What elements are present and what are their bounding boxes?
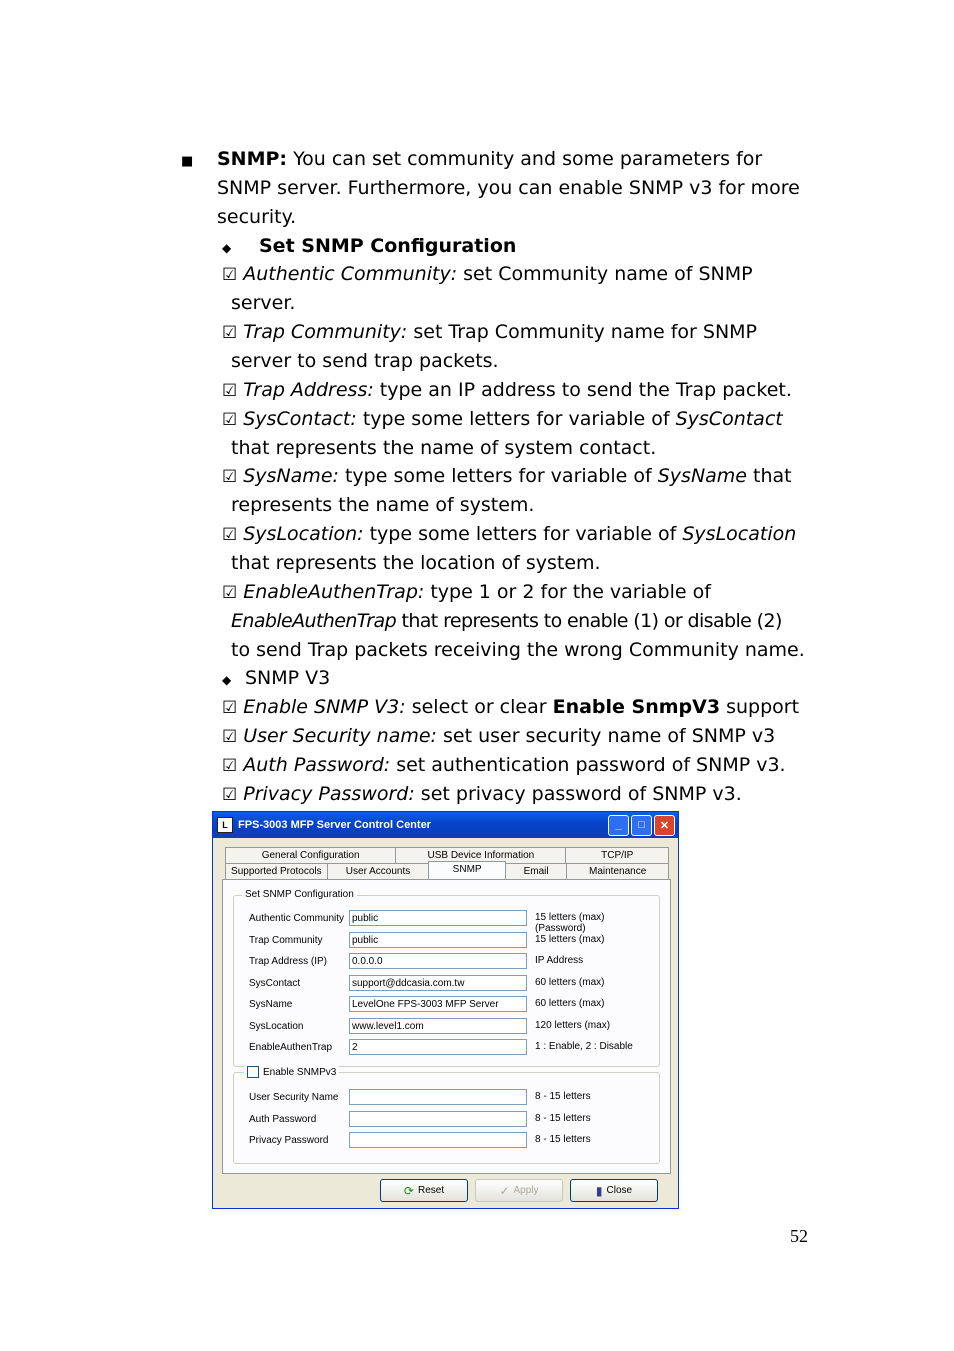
item-cont: that represents the location of system. [231, 552, 601, 574]
item-cont: to send Trap packets receiving the wrong Community name. [231, 639, 805, 661]
syslocation-input[interactable]: www.level1.com [349, 1018, 527, 1034]
control-center-window [212, 811, 679, 1209]
item-authentic-community: ☑ Authentic Community: set Community name of SNMP [222, 263, 753, 285]
square-bullet: ■ [181, 154, 194, 169]
intro-line-1: SNMP: You can set community and some parameters for [217, 148, 763, 170]
user-security-name-input[interactable] [349, 1089, 527, 1105]
syscontact-input[interactable]: support@ddcasia.com.tw [349, 975, 527, 991]
trap-community-input[interactable]: public [349, 932, 527, 948]
item-sysname: ☑ SysName: type some letters for variable of SysName that [222, 465, 792, 487]
field-row: Trap Address (IP) 0.0.0.0 IP Address [249, 955, 584, 967]
item-auth-password: ☑ Auth Password: set authentication password of SNMP v3. [222, 754, 786, 776]
window-title: FPS-3003 MFP Server Control Center [238, 819, 431, 831]
refresh-icon: ⟳ [403, 1183, 414, 1198]
diamond-bullet-1: ◆ [222, 241, 232, 255]
close-button[interactable]: ▮ Close [570, 1179, 658, 1202]
item-cont: EnableAuthenTrap that represents to enable (1) or disable (2) [231, 610, 782, 632]
close-icon[interactable]: ✕ [654, 815, 675, 836]
tab-supported-protocols[interactable]: Supported Protocols [225, 863, 328, 879]
reset-button[interactable]: ⟳ Reset [380, 1179, 468, 1202]
item-user-security-name: ☑ User Security name: set user security name of SNMP v3 [222, 725, 776, 747]
item-cont: that represents the name of system contact. [231, 437, 657, 459]
checkbox-icon: ☑ [222, 785, 238, 805]
group-label: Set SNMP Configuration [242, 889, 357, 900]
checkbox-box[interactable] [247, 1066, 259, 1078]
item-cont: server. [231, 292, 296, 314]
checkmark-icon: ✓ [499, 1183, 510, 1198]
tab-tcpip[interactable]: TCP/IP [565, 847, 669, 863]
item-cont: represents the name of system. [231, 494, 535, 516]
field-row: SysLocation www.level1.com 120 letters (max) [249, 1020, 611, 1032]
enable-snmpv3-checkbox[interactable]: Enable SNMPv3 [244, 1066, 339, 1078]
field-row: User Security Name 8 - 15 letters [249, 1091, 591, 1103]
field-row: Privacy Password 8 - 15 letters [249, 1134, 591, 1146]
field-row: Auth Password 8 - 15 letters [249, 1113, 591, 1125]
field-row: SysName LevelOne FPS-3003 MFP Server 60 letters (max) [249, 998, 605, 1010]
item-privacy-password: ☑ Privacy Password: set privacy password of SNMP v3. [222, 783, 742, 805]
intro-line-2: SNMP server. Furthermore, you can enable SNMP v3 for more [217, 177, 800, 199]
field-row: SysContact support@ddcasia.com.tw 60 letters (max) [249, 977, 605, 989]
checkbox-icon: ☑ [222, 410, 238, 430]
field-row: Trap Community public 15 letters (max) [249, 934, 605, 946]
item-syscontact: ☑ SysContact: type some letters for variable of SysContact [222, 408, 783, 430]
item-cont: server to send trap packets. [231, 350, 499, 372]
checkbox-icon: ☑ [222, 727, 238, 747]
maximize-icon[interactable]: □ [631, 815, 652, 836]
tab-maintenance[interactable]: Maintenance [566, 863, 669, 879]
field-row: EnableAuthenTrap 2 1 : Enable, 2 : Disable [249, 1041, 633, 1053]
checkbox-icon: ☑ [222, 698, 238, 718]
checkbox-icon: ☑ [222, 525, 238, 545]
checkbox-icon: ☑ [222, 381, 238, 401]
section-title-snmp-v3: SNMP V3 [245, 667, 331, 689]
trap-address-input[interactable]: 0.0.0.0 [349, 953, 527, 969]
sysname-input[interactable]: LevelOne FPS-3003 MFP Server [349, 996, 527, 1012]
field-row: Authentic Community public 15 letters (max) (Password) [249, 912, 605, 934]
authentic-community-input[interactable]: public [349, 910, 527, 926]
item-trap-address: ☑ Trap Address: type an IP address to send the Trap packet. [222, 379, 792, 401]
tab-general-configuration[interactable]: General Configuration [225, 847, 396, 863]
checkbox-icon: ☑ [222, 467, 238, 487]
item-trap-community: ☑ Trap Community: set Trap Community name for SNMP [222, 321, 758, 343]
tab-email[interactable]: Email [505, 863, 567, 879]
tab-strip [225, 847, 668, 879]
app-icon: L [217, 817, 233, 833]
title-bar [213, 812, 678, 838]
checkbox-icon: ☑ [222, 265, 238, 285]
tab-usb-device-information[interactable]: USB Device Information [395, 847, 566, 863]
tab-snmp[interactable]: SNMP [428, 861, 506, 880]
section-title-set-snmp: Set SNMP Configuration [259, 235, 517, 257]
door-icon: ▮ [595, 1183, 603, 1198]
tab-user-accounts[interactable]: User Accounts [327, 863, 430, 879]
snmp-panel [222, 879, 671, 1174]
privacy-password-input[interactable] [349, 1132, 527, 1148]
page-number: 52 [790, 1226, 808, 1246]
checkbox-icon: ☑ [222, 323, 238, 343]
item-syslocation: ☑ SysLocation: type some letters for variable of SysLocation [222, 523, 797, 545]
diamond-bullet-2: ◆ [222, 673, 232, 687]
item-enableauthentrap: ☑ EnableAuthenTrap: type 1 or 2 for the variable of [222, 581, 711, 603]
apply-button[interactable]: ✓ Apply [475, 1179, 563, 1202]
intro-line-3: security. [217, 206, 297, 228]
auth-password-input[interactable] [349, 1111, 527, 1127]
checkbox-icon: ☑ [222, 756, 238, 776]
item-enable-snmpv3: ☑ Enable SNMP V3: select or clear Enable SnmpV3 support [222, 696, 800, 718]
checkbox-icon: ☑ [222, 583, 238, 603]
button-row [380, 1179, 658, 1202]
enableauthentrap-input[interactable]: 2 [349, 1039, 527, 1055]
minimize-icon[interactable]: _ [608, 815, 629, 836]
